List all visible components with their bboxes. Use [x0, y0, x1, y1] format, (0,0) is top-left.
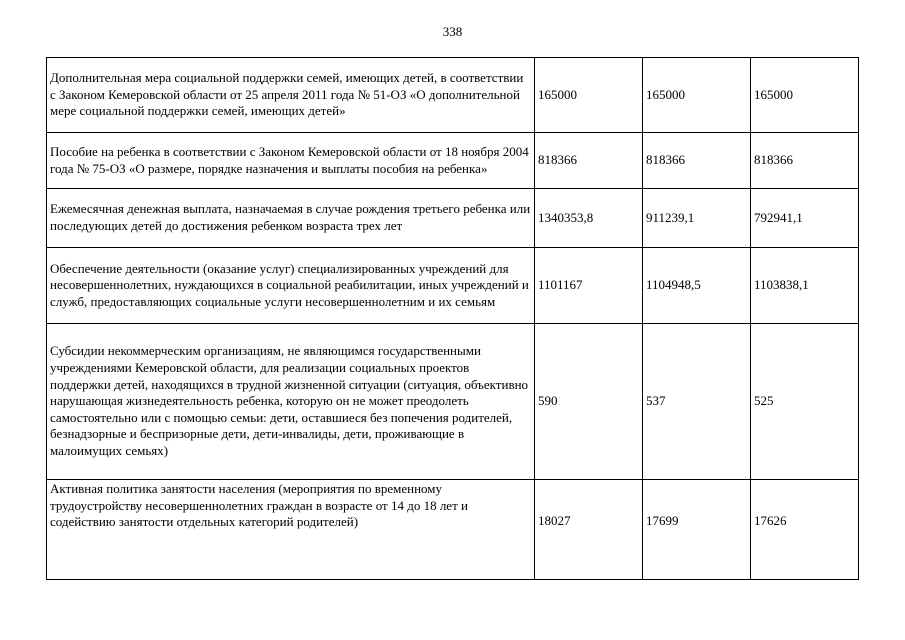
row-value: 525 [751, 324, 859, 480]
table-row [47, 324, 859, 480]
row-value: 818366 [643, 133, 751, 189]
row-value: 165000 [535, 58, 643, 133]
row-description: Активная политика занятости населения (мероприятия по временному трудоустройству несовершеннолетних граждан в возрасте от 14 до 18 лет и содействию занятости отдельных категорий родителей) [47, 480, 535, 580]
row-value: 537 [643, 324, 751, 480]
row-value: 1101167 [535, 248, 643, 324]
row-value: 590 [535, 324, 643, 480]
row-value: 1340353,8 [535, 189, 643, 248]
row-value: 17626 [751, 480, 859, 580]
row-value: 818366 [535, 133, 643, 189]
row-description: Пособие на ребенка в соответствии с Законом Кемеровской области от 18 ноября 2004 года № 75-ОЗ «О размере, порядке назначения и выплаты пособия на ребенка» [47, 133, 535, 189]
row-value: 17699 [643, 480, 751, 580]
table-row [47, 133, 859, 189]
table-row [47, 189, 859, 248]
row-value: 792941,1 [751, 189, 859, 248]
row-value: 911239,1 [643, 189, 751, 248]
row-description: Ежемесячная денежная выплата, назначаемая в случае рождения третьего ребенка или последующих детей до достижения ребенком возраста трех лет [47, 189, 535, 248]
row-description: Субсидии некоммерческим организациям, не являющимся государственными учреждениями Кемеровской области, для реализации социальных проектов поддержки детей, находящихся в трудной жизненной ситуации (ситуация, объективно нарушающая жизнедеятельность ребенка, которую он не может преодолеть самостоятельно или с помощью семьи: дети, оставшиеся без попечения родителей, безнадзорные и беспризорные дети, дети-инвалиды, дети, проживающие в малоимущих семьях) [47, 324, 535, 480]
table-row [47, 248, 859, 324]
row-description: Дополнительная мера социальной поддержки семей, имеющих детей, в соответствии с Законом Кемеровской области от 25 апреля 2011 года № 51-ОЗ «О дополнительной мере социальной поддержки семей, имеющих детей» [47, 58, 535, 133]
row-description: Обеспечение деятельности (оказание услуг) специализированных учреждений для несовершеннолетних, нуждающихся в социальной реабилитации, иных учреждений и служб, предоставляющих социальные услуги несовершеннолетним и их семьям [47, 248, 535, 324]
table-row [47, 58, 859, 133]
table-row [47, 480, 859, 580]
row-value: 1103838,1 [751, 248, 859, 324]
row-value: 165000 [643, 58, 751, 133]
row-value: 18027 [535, 480, 643, 580]
row-value: 165000 [751, 58, 859, 133]
page-number: 338 [442, 24, 463, 39]
row-value: 818366 [751, 133, 859, 189]
row-value: 1104948,5 [643, 248, 751, 324]
budget-table [46, 57, 859, 580]
